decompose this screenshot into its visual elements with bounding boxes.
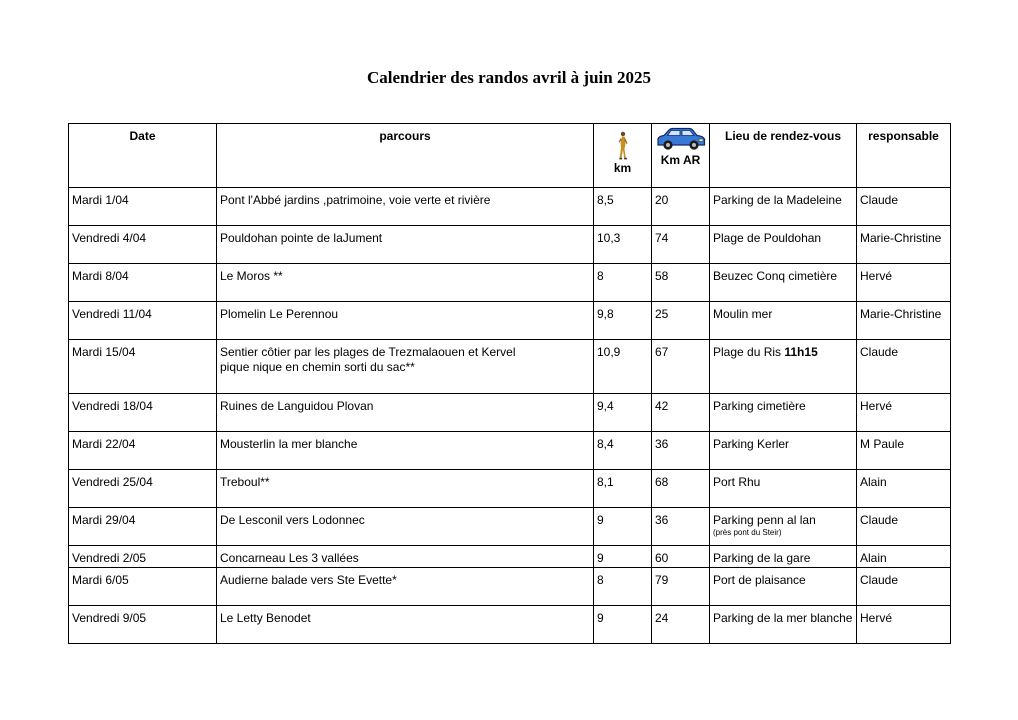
cell-lieu — [710, 432, 857, 470]
cell-km-ar: 36 — [652, 508, 710, 546]
cell-parcours — [217, 432, 594, 470]
lieu-text: Parking de la mer blanche — [713, 611, 853, 625]
table-row — [69, 302, 951, 340]
lieu-text: Moulin mer — [713, 307, 773, 321]
cell-lieu — [710, 394, 857, 432]
cell-date: Vendredi 4/04 — [69, 226, 217, 264]
cell-km-ar: 24 — [652, 606, 710, 644]
cell-date: Mardi 1/04 — [69, 188, 217, 226]
header-parcours: parcours — [217, 124, 594, 188]
cell-lieu — [710, 226, 857, 264]
lieu-text: Port Rhu — [713, 475, 761, 489]
lieu-text: Port de plaisance — [713, 573, 806, 587]
lieu-note: (près pont du Steir) — [713, 528, 782, 537]
parcours-line: Le Moros ** — [220, 269, 283, 283]
cell-lieu — [710, 188, 857, 226]
cell-parcours — [217, 340, 594, 394]
cell-km-ar: 36 — [652, 432, 710, 470]
header-lieu: Lieu de rendez-vous — [710, 124, 857, 188]
cell-responsable: Marie-Christine — [857, 302, 951, 340]
cell-lieu — [710, 302, 857, 340]
cell-parcours — [217, 264, 594, 302]
parcours-line: Plomelin Le Perennou — [220, 307, 339, 321]
parcours-line: Sentier côtier par les plages de Trezmalaouen et Kervel — [220, 345, 516, 359]
cell-responsable: Hervé — [857, 394, 951, 432]
parcours-line: Pont l'Abbé jardins ,patrimoine, voie verte et rivière — [220, 193, 491, 207]
cell-parcours — [217, 302, 594, 340]
cell-km: 9 — [594, 508, 652, 546]
cell-responsable: Claude — [857, 340, 951, 394]
parcours-line: Mousterlin la mer blanche — [220, 437, 358, 451]
table-row — [69, 394, 951, 432]
cell-date: Vendredi 11/04 — [69, 302, 217, 340]
header-date: Date — [69, 124, 217, 188]
cell-km: 9,8 — [594, 302, 652, 340]
cell-lieu — [710, 508, 857, 546]
cell-date: Vendredi 18/04 — [69, 394, 217, 432]
table-row — [69, 508, 951, 546]
cell-date: Mardi 15/04 — [69, 340, 217, 394]
page-title: Calendrier des randos avril à juin 2025 — [367, 68, 651, 87]
lieu-time: 11h15 — [784, 345, 818, 359]
table-row — [69, 432, 951, 470]
cell-lieu — [710, 546, 857, 568]
cell-parcours — [217, 568, 594, 606]
car-icon — [655, 127, 707, 153]
cell-km: 8,1 — [594, 470, 652, 508]
cell-parcours — [217, 606, 594, 644]
lieu-text: Plage de Pouldohan — [713, 231, 822, 245]
table-row — [69, 546, 951, 568]
header-km-ar-cell — [652, 124, 710, 188]
cell-km: 9 — [594, 606, 652, 644]
cell-date: Vendredi 25/04 — [69, 470, 217, 508]
cell-parcours — [217, 394, 594, 432]
cell-lieu — [710, 470, 857, 508]
cell-km-ar: 42 — [652, 394, 710, 432]
cell-date: Mardi 8/04 — [69, 264, 217, 302]
cell-responsable: Claude — [857, 568, 951, 606]
parcours-line: Concarneau Les 3 vallées — [220, 551, 359, 565]
table-row — [69, 264, 951, 302]
cell-km: 8 — [594, 568, 652, 606]
cell-responsable: Hervé — [857, 264, 951, 302]
lieu-text: Parking de la Madeleine — [713, 193, 842, 207]
cell-km-ar: 20 — [652, 188, 710, 226]
table-row — [69, 568, 951, 606]
cell-lieu — [710, 264, 857, 302]
header-km-ar: Km AR — [660, 153, 701, 167]
cell-km: 10,3 — [594, 226, 652, 264]
hiker-icon — [616, 131, 630, 161]
cell-responsable: Claude — [857, 188, 951, 226]
parcours-line: Pouldohan pointe de laJument — [220, 231, 383, 245]
hike-calendar-table — [68, 123, 951, 644]
cell-km: 8 — [594, 264, 652, 302]
parcours-line: Audierne balade vers Ste Evette* — [220, 573, 397, 587]
table-row — [69, 226, 951, 264]
cell-responsable: Marie-Christine — [857, 226, 951, 264]
cell-date: Mardi 6/05 — [69, 568, 217, 606]
cell-km: 9 — [594, 546, 652, 568]
cell-km-ar: 79 — [652, 568, 710, 606]
cell-responsable: Claude — [857, 508, 951, 546]
lieu-text: Parking cimetière — [713, 399, 806, 413]
cell-date: Vendredi 2/05 — [69, 546, 217, 568]
cell-date: Vendredi 9/05 — [69, 606, 217, 644]
cell-parcours — [217, 508, 594, 546]
cell-lieu — [710, 568, 857, 606]
cell-km-ar: 74 — [652, 226, 710, 264]
cell-parcours — [217, 546, 594, 568]
lieu-text: Parking de la gare — [713, 551, 811, 565]
cell-parcours — [217, 470, 594, 508]
cell-km-ar: 58 — [652, 264, 710, 302]
parcours-line: Treboul** — [220, 475, 270, 489]
header-responsable: responsable — [857, 124, 951, 188]
parcours-line: pique nique en chemin sorti du sac** — [220, 360, 415, 374]
cell-km: 9,4 — [594, 394, 652, 432]
cell-lieu — [710, 340, 857, 394]
table-row — [69, 188, 951, 226]
header-row — [69, 124, 951, 188]
cell-responsable: Hervé — [857, 606, 951, 644]
cell-km: 10,9 — [594, 340, 652, 394]
parcours-line: De Lesconil vers Lodonnec — [220, 513, 365, 527]
lieu-text: Plage du Ris — [713, 345, 785, 359]
cell-km: 8,5 — [594, 188, 652, 226]
cell-km-ar: 68 — [652, 470, 710, 508]
cell-responsable: Alain — [857, 546, 951, 568]
table-row — [69, 340, 951, 394]
header-km-cell — [594, 124, 652, 188]
cell-km-ar: 67 — [652, 340, 710, 394]
cell-km-ar: 25 — [652, 302, 710, 340]
table-body — [69, 188, 951, 644]
lieu-text: Parking Kerler — [713, 437, 790, 451]
table-row — [69, 606, 951, 644]
lieu-text: Parking penn al lan — [713, 513, 816, 527]
parcours-line: Ruines de Languidou Plovan — [220, 399, 374, 413]
cell-lieu — [710, 606, 857, 644]
cell-parcours — [217, 226, 594, 264]
cell-date: Mardi 29/04 — [69, 508, 217, 546]
cell-responsable: M Paule — [857, 432, 951, 470]
cell-responsable: Alain — [857, 470, 951, 508]
cell-km-ar: 60 — [652, 546, 710, 568]
cell-parcours — [217, 188, 594, 226]
cell-km: 8,4 — [594, 432, 652, 470]
parcours-line: Le Letty Benodet — [220, 611, 311, 625]
cell-date: Mardi 22/04 — [69, 432, 217, 470]
header-km: km — [613, 161, 632, 175]
lieu-text: Beuzec Conq cimetière — [713, 269, 838, 283]
table-row — [69, 470, 951, 508]
